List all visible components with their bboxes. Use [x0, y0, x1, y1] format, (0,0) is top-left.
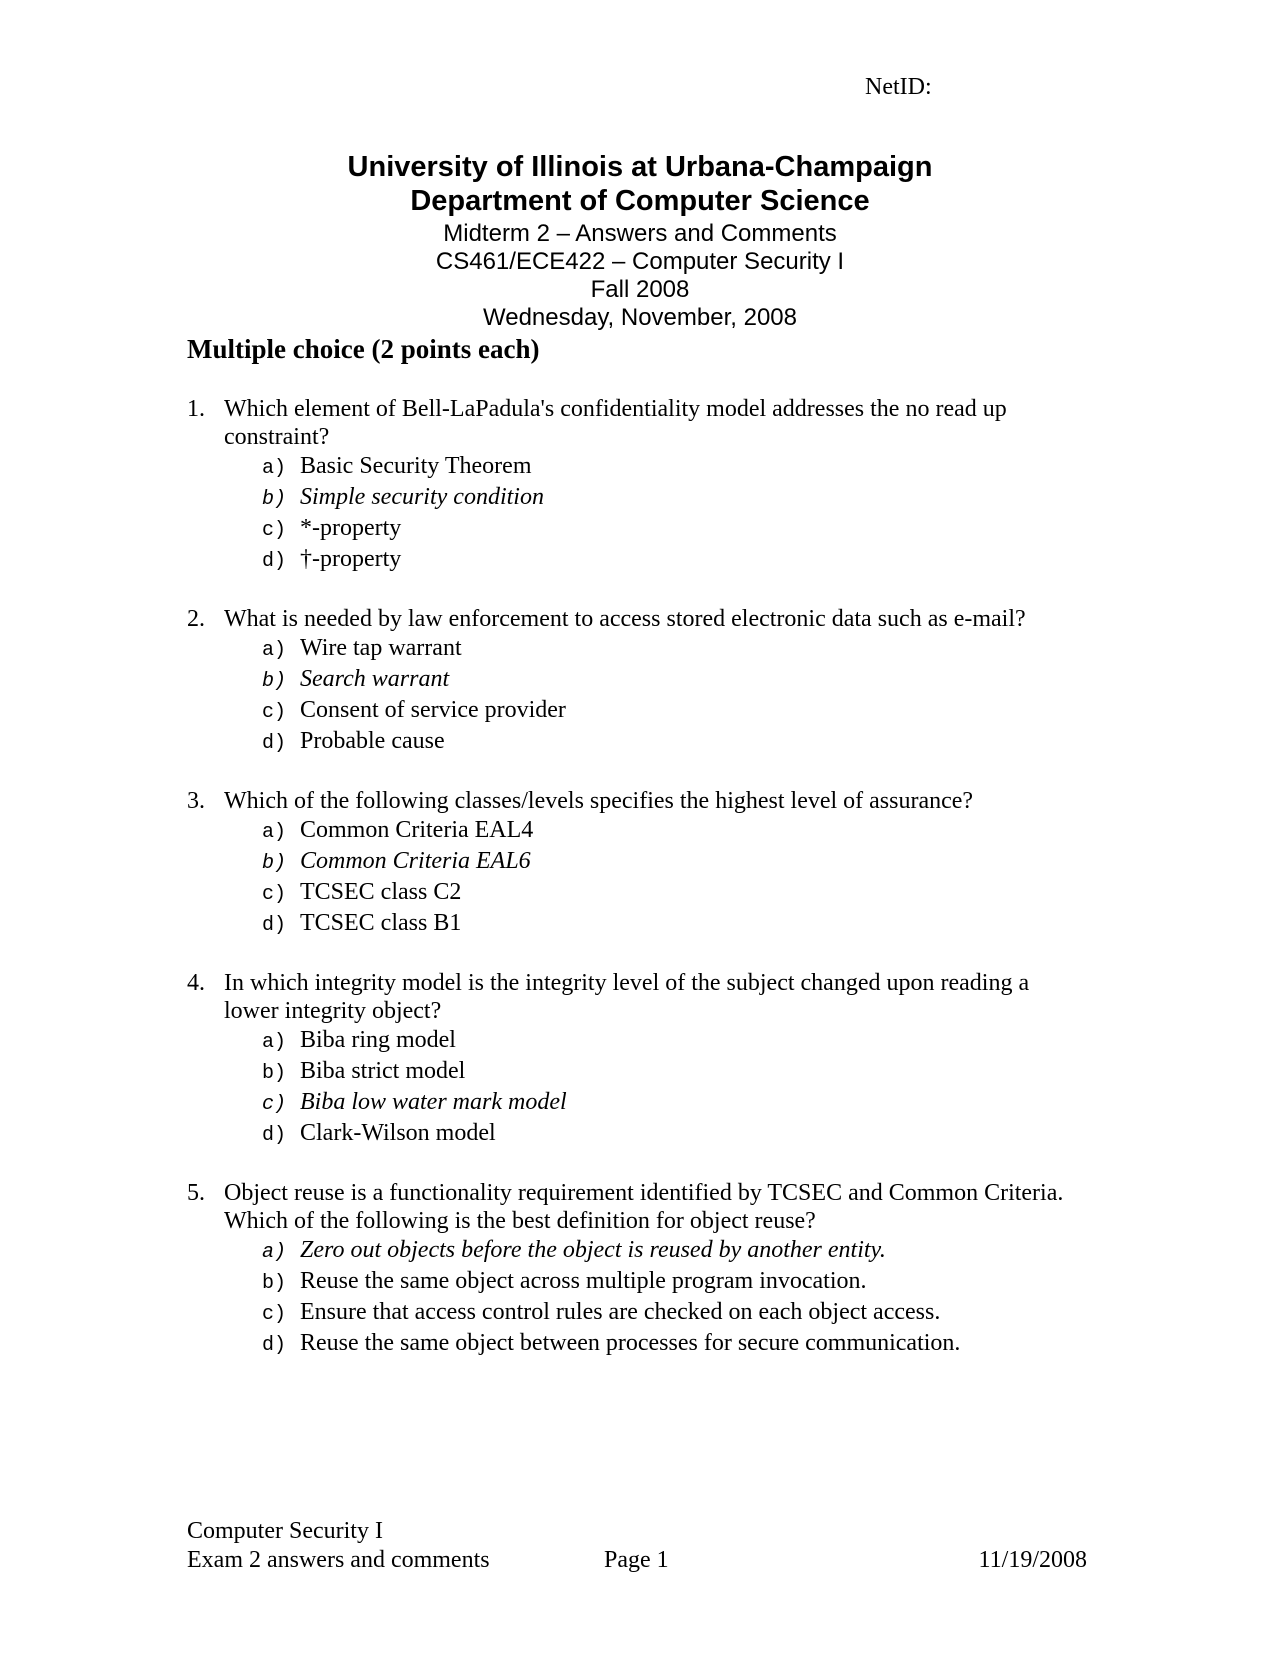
- option-list: [262, 635, 1087, 759]
- option-b: [262, 1268, 1087, 1299]
- question-number: 3.: [187, 788, 205, 814]
- option-letter: a): [262, 1031, 287, 1054]
- department-name: Department of Computer Science: [410, 185, 870, 217]
- footer-course: Computer Security I: [187, 1518, 383, 1544]
- option-a: [262, 1027, 1087, 1058]
- option-letter: a): [262, 1241, 287, 1264]
- option-text: †-property: [300, 546, 402, 572]
- option-letter: c): [262, 1303, 287, 1326]
- option-text: Biba strict model: [300, 1058, 466, 1084]
- option-text: Zero out objects before the object is reused by another entity.: [300, 1237, 886, 1263]
- question-text: In which integrity model is the integrity level of the subject changed upon reading a lower integrity object?: [224, 970, 1030, 1024]
- option-d: [262, 728, 1087, 759]
- option-text: Reuse the same object across multiple program invocation.: [300, 1268, 867, 1294]
- exam-title: Midterm 2 – Answers and Comments: [443, 220, 837, 247]
- option-text: Basic Security Theorem: [300, 453, 532, 479]
- option-list: [262, 1027, 1087, 1151]
- question-3: [187, 787, 1087, 941]
- option-text: *-property: [300, 515, 402, 541]
- option-text: Biba low water mark model: [300, 1089, 567, 1115]
- option-c: [262, 879, 1087, 910]
- question-text: Which of the following classes/levels specifies the highest level of assurance?: [224, 788, 974, 814]
- question-text: What is needed by law enforcement to access stored electronic data such as e-mail?: [224, 606, 1026, 632]
- option-c: [262, 515, 1087, 546]
- option-list: [262, 817, 1087, 941]
- question-number: 4.: [187, 970, 205, 996]
- netid-label: NetID:: [865, 74, 932, 100]
- option-text: Clark-Wilson model: [300, 1120, 496, 1146]
- option-text: Simple security condition: [300, 484, 544, 510]
- option-letter: d): [262, 732, 287, 755]
- option-a: [262, 635, 1087, 666]
- option-c: [262, 1299, 1087, 1330]
- option-letter: d): [262, 1334, 287, 1357]
- question-number: 5.: [187, 1180, 205, 1206]
- option-letter: b): [262, 670, 287, 693]
- option-a: [262, 817, 1087, 848]
- option-letter: b): [262, 852, 287, 875]
- option-text: Ensure that access control rules are checked on each object access.: [300, 1299, 941, 1325]
- option-text: Probable cause: [300, 728, 445, 754]
- option-text: Search warrant: [300, 666, 450, 692]
- option-text: TCSEC class B1: [300, 910, 462, 936]
- option-a-correct: [262, 1237, 1087, 1268]
- page-footer: [187, 1517, 1087, 1575]
- option-letter: a): [262, 639, 287, 662]
- option-letter: c): [262, 883, 287, 906]
- question-list: [187, 395, 1087, 1389]
- option-text: Consent of service provider: [300, 697, 566, 723]
- option-letter: a): [262, 821, 287, 844]
- university-name: University of Illinois at Urbana-Champaign: [347, 151, 933, 183]
- question-5: [187, 1179, 1087, 1361]
- option-d: [262, 1120, 1087, 1151]
- course-title: CS461/ECE422 – Computer Security I: [435, 248, 845, 275]
- option-d: [262, 1330, 1087, 1361]
- question-number: 2.: [187, 606, 205, 632]
- option-list: [262, 453, 1087, 577]
- option-text: Common Criteria EAL6: [300, 848, 531, 874]
- question-2: [187, 605, 1087, 759]
- option-letter: b): [262, 1272, 287, 1295]
- option-letter: a): [262, 457, 287, 480]
- question-text: Object reuse is a functionality requirement identified by TCSEC and Common Criteria. Which of the following is the best definition for object reuse?: [224, 1180, 1064, 1234]
- option-a: [262, 453, 1087, 484]
- option-letter: b): [262, 488, 287, 511]
- option-letter: d): [262, 550, 287, 573]
- footer-page-number: Page 1: [604, 1547, 669, 1573]
- option-letter: c): [262, 1093, 287, 1116]
- option-text: Reuse the same object between processes for secure communication.: [300, 1330, 961, 1356]
- option-text: TCSEC class C2: [300, 879, 462, 905]
- footer-date: 11/19/2008: [978, 1547, 1087, 1573]
- option-b: [262, 1058, 1087, 1089]
- option-d: [262, 910, 1087, 941]
- option-c-correct: [262, 1089, 1087, 1120]
- document-header: [0, 150, 1280, 332]
- term: Fall 2008: [590, 276, 690, 303]
- footer-doc-title: Exam 2 answers and comments: [187, 1547, 490, 1573]
- option-text: Wire tap warrant: [300, 635, 462, 661]
- option-b-correct: [262, 848, 1087, 879]
- question-1: [187, 395, 1087, 577]
- option-letter: b): [262, 1062, 287, 1085]
- option-text: Biba ring model: [300, 1027, 456, 1053]
- exam-date: Wednesday, November, 2008: [483, 304, 797, 331]
- option-c: [262, 697, 1087, 728]
- option-letter: d): [262, 914, 287, 937]
- option-letter: c): [262, 519, 287, 542]
- question-number: 1.: [187, 396, 205, 422]
- option-letter: d): [262, 1124, 287, 1147]
- option-text: Common Criteria EAL4: [300, 817, 534, 843]
- option-letter: c): [262, 701, 287, 724]
- section-title: Multiple choice (2 points each): [187, 334, 540, 364]
- option-b-correct: [262, 484, 1087, 515]
- option-list: [262, 1237, 1087, 1361]
- option-b-correct: [262, 666, 1087, 697]
- question-text: Which element of Bell-LaPadula's confidentiality model addresses the no read up constraint?: [224, 396, 1007, 450]
- option-d: [262, 546, 1087, 577]
- question-4: [187, 969, 1087, 1151]
